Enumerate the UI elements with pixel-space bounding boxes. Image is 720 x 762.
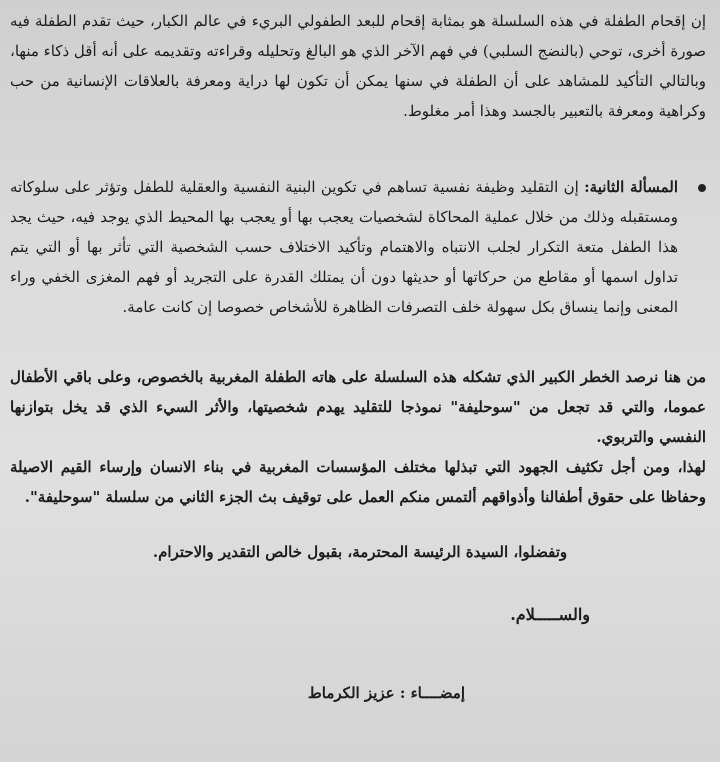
paragraph-4: لهذا، ومن أجل تكثيف الجهود التي تبذلها مختلف المؤسسات المغربية في بناء الانسان وإرساء القيم الاصيلة وحفاظا على حقوق أطفالنا وأذواقهم ألتمس منكم العمل على توقيف بث الجزء الثاني من سلسلة "سوحليفة". [10, 458, 706, 506]
paragraph-3: من هنا نرصد الخطر الكبير الذي تشكله هذه السلسلة على هاته الطفلة المغربية بالخصوص، وعلى باقي الأطفال عموما، والتي قد تجعل من "سوحليفة" نموذجا للتقليد يهدم شخصيتها، والأثر السيء الذي قد يخل بتوازنها النفسي والتربوي. [10, 368, 706, 446]
closing-line: وتفضلوا، السيدة الرئيسة المحترمة، بقبول خالص التقدير والاحترام. [152, 543, 568, 561]
paragraph-2-body: إن التقليد وظيفة نفسية تساهم في تكوين البنية النفسية والعقلية للطفل وتؤثر على سلوكاته ومستقبله وذلك من خلال عملية المحاكاة لشخصيات يعجب بها أو يعجب بها المحيط الذي يوجد فيه، حيث يجد هذا الطفل متعة التكرار لجلب الانتباه والاهتمام وتأكيد الاختلاف حسب الشخصية التي تأثر بها أو التي يتم تداول اسمها أو مقاطع من حركاتها أو حديثها دون أن يمتلك القدرة على التجريد أو فهم المغزى الخفي وراء المعنى وإنما ينساق بكل سهولة خلف التصرفات الظاهرة للأشخاص خصوصا إن كانت عامة. [10, 178, 678, 316]
salam-line: والســـــلام. [510, 605, 590, 624]
bullet-point [698, 184, 706, 192]
paragraph-2 [10, 172, 678, 322]
signature-line: إمضــــاء : عزيز الكرماط [307, 684, 465, 702]
paragraph-1: إن إقحام الطفلة في هذه السلسلة هو بمثابة إقحام للبعد الطفولي البريء في عالم الكبار، حيث تقدم الطفلة فيه صورة أخرى، توحي (بالنضج السلبي) في فهم الآخر الذي هو البالغ وتحليله وقراءته وتقديمه على أنه أقل ذكاء منها، وبالتالي التأكيد للمشاهد على أن الطفلة في سنها يمكن أن تكون لها دراية ومعرفة بالعلاقات الإنسانية من حب وكراهية ومعرفة بالتعبير بالجسد وهذا أمر مغلوط. [10, 12, 706, 120]
paragraph-2-heading: المسألة الثانية: [584, 178, 678, 196]
